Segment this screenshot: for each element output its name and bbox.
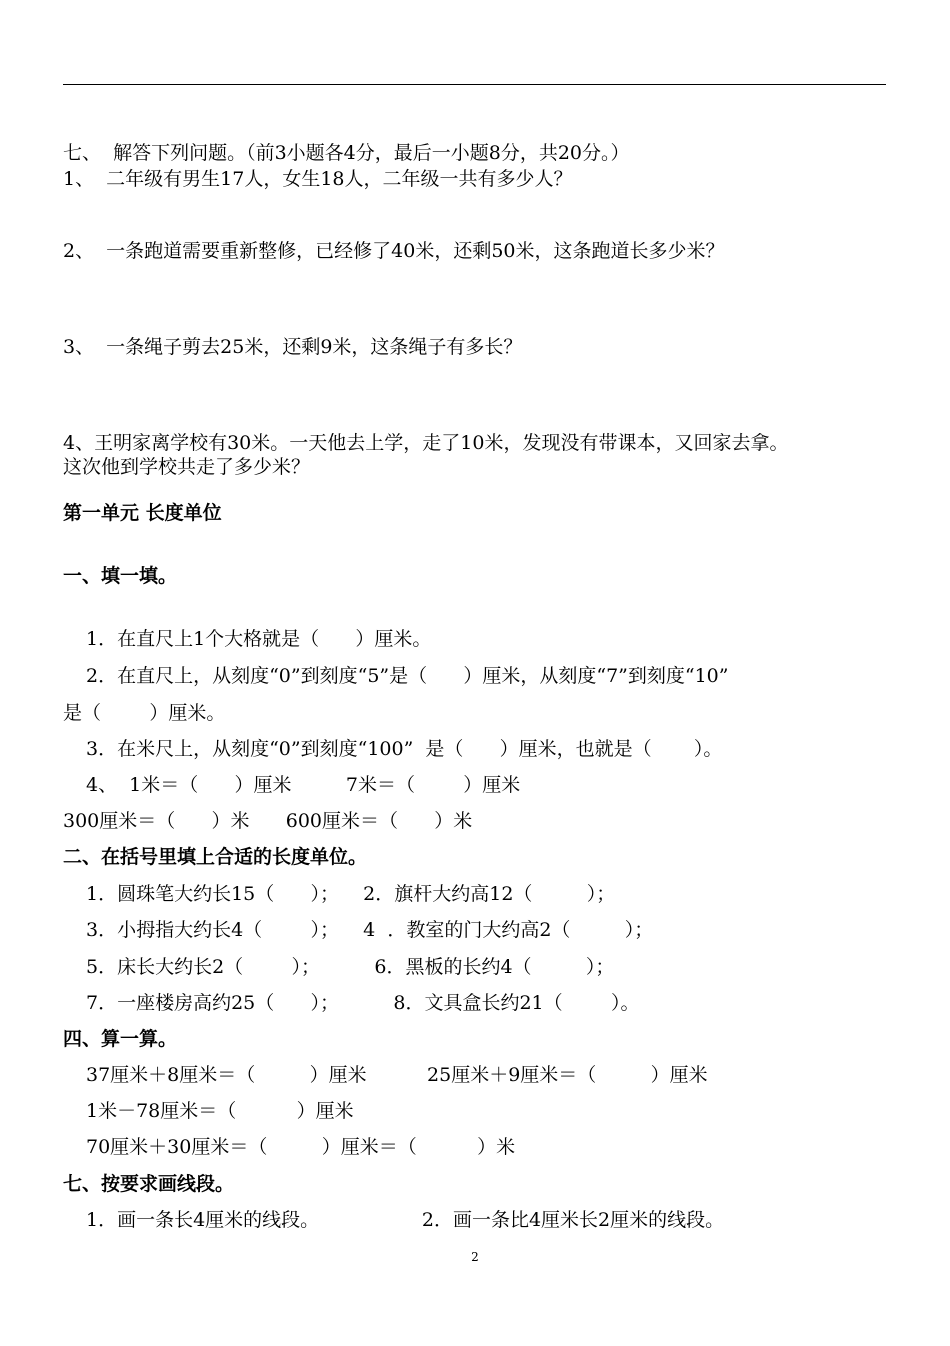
units-row-3: 5．床长大约长2（ ）； 6．黑板的长约4（ ）； bbox=[86, 956, 615, 978]
fill-item-4: 4、 1米＝（ ）厘米 7米＝（ ）厘米 bbox=[86, 774, 521, 796]
fill-item-2-cont: 是（ ）厘米。 bbox=[63, 702, 226, 724]
draw-heading: 七、按要求画线段。 bbox=[63, 1173, 235, 1195]
units-row-2: 3．小拇指大约长4（ ）； 4 ．教室的门大约高2（ ）； bbox=[86, 919, 654, 941]
unit-title: 第一单元 长度单位 bbox=[63, 502, 222, 524]
calc-heading: 四、算一算。 bbox=[63, 1028, 178, 1050]
calc-row-2: 1米－78厘米＝（ ）厘米 bbox=[86, 1100, 354, 1122]
question-1: 1、 二年级有男生17人，女生18人，二年级一共有多少人？ bbox=[63, 168, 573, 190]
question-4-line2: 这次他到学校共走了多少米？ bbox=[63, 456, 311, 478]
fill-item-4-cont: 300厘米＝（ ）米 600厘米＝（ ）米 bbox=[63, 810, 473, 832]
question-2: 2、 一条跑道需要重新整修，已经修了40米，还剩50米，这条跑道长多少米？ bbox=[63, 240, 725, 262]
calc-row-3: 70厘米＋30厘米＝（ ）厘米＝（ ）米 bbox=[86, 1136, 516, 1158]
section7-heading: 七、 解答下列问题。（前3小题各4分，最后一小题8分，共20分。） bbox=[63, 142, 630, 164]
fill-item-2: 2．在直尺上，从刻度“0”到刻度“5”是（ ）厘米，从刻度“7”到刻度“10” bbox=[86, 665, 729, 687]
draw-row-1: 1．画一条长4厘米的线段。 2．画一条比4厘米长2厘米的线段。 bbox=[86, 1209, 725, 1231]
units-row-1: 1．圆珠笔大约长15（ ）； 2．旗杆大约高12（ ）； bbox=[86, 883, 616, 905]
question-4-line1: 4、王明家离学校有30米。一天他去上学，走了10米，发现没有带课本，又回家去拿。 bbox=[63, 432, 789, 454]
calc-row-1: 37厘米＋8厘米＝（ ）厘米 25厘米＋9厘米＝（ ）厘米 bbox=[86, 1064, 708, 1086]
units-row-4: 7．一座楼房高约25（ ）； 8．文具盒长约21（ ）。 bbox=[86, 992, 640, 1014]
units-heading: 二、在括号里填上合适的长度单位。 bbox=[63, 846, 368, 868]
header-rule bbox=[63, 84, 886, 85]
page-number: 2 bbox=[471, 1250, 479, 1264]
question-3: 3、 一条绳子剪去25米，还剩9米，这条绳子有多长？ bbox=[63, 336, 523, 358]
fill-heading: 一、填一填。 bbox=[63, 565, 178, 587]
fill-item-3: 3．在米尺上，从刻度“0”到刻度“100” 是（ ）厘米，也就是（ ）。 bbox=[86, 738, 723, 760]
fill-item-1: 1．在直尺上1个大格就是（ ）厘米。 bbox=[86, 628, 432, 650]
